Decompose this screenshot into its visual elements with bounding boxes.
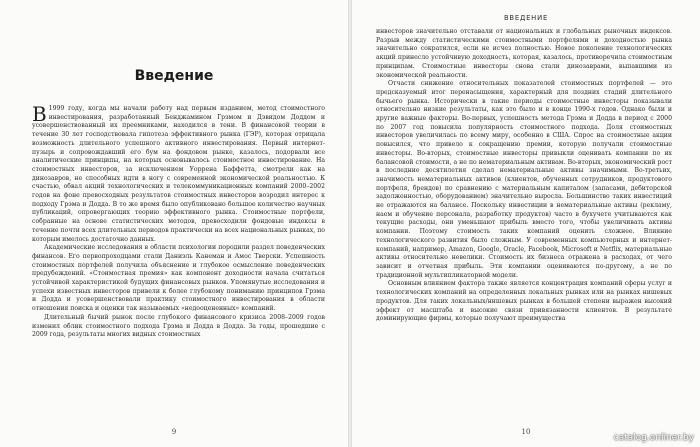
page-number: 9 [171, 428, 177, 436]
paragraph: Длительный бычий рынок после глубокого финансового кризиса 2008–2009 годов изменил облик стоимостного подхода Грэма и Додда в Додда. За годы, прошедшие с 2009 года, результаты многих видных стоимостных [32, 313, 325, 339]
paragraph [32, 102, 325, 244]
right-body-text [376, 28, 672, 324]
right-page [352, 0, 700, 447]
paragraph: Академические исследования в области психологии породили раздел поведенческих финансов. Его первопроходцами стали Даниэль Канеман и Амос Тверски. Успешность стоимостных портфелей получила объяснение и глубокое осмысление поведенческих предубеждений. «Стоимостная премия» как компонент доходности начала считаться устойчивой характеристикой будущих финансовых рынков. Упомянутые исследования и успехи известных инвесторов привели к более глубокому пониманию принципов Грэма и Додда и усовершенствовали практику стоимостного инвестирования в области отношения поиска и оценки так называемых «недооцененных» компаний. [32, 244, 325, 313]
left-page [0, 0, 348, 447]
chapter-heading: Введение [134, 68, 214, 84]
paragraph: Отчасти снижение относительных показателей стоимостных портфелей — это предсказуемый итог перенасыщения, характерный для поздних стадий длительного бычьего рынка. Исторически в такие периоды стоимостные инвесторы показывали относительно низкие результаты, как это было и в конце 1990-х годов. Однако были и другие важные факторы. Во-первых, успешность метода Грэма и Додда в период с 2000 по 2007 год повысила популярность стоимостного подхода. Доля стоимостных инвесторов увеличилась по всему миру, особенно в США. Спрос на стоимостные акции повысился, что привело к сокращению премии, которую получали стоимостные инвесторы. Во-вторых, стоимостные инвесторы привыкли оценивать компании по их балансовой стоимости, а не по нематериальным активам. Во-вторых, экономический рост в последние десятилетия сделал нематериальные активы значимыми. Во-третьих, значимость нематериальных активов (клиентов, обученных сотрудников, продуктового портфеля, брендов) по сравнению с материальным капиталом (запасами, дебиторской задолженностью, оборудованием) значительно выросла. Большинство таких инвестиций не отражаются на балансе. Поскольку инвестиции в нематериальные активы (рекламу, наем и обучение персонала, разработку продуктов) часто в бухучете учитываются как текущие расходы, они уменьшают прибыль вместо того, чтобы увеличивать активы компании. Поэтому стоимость таких компаний оценить сложнее. Влияние технологического развития было сложным. У современных компьютерных и интернет-компаний, например, Amazon, Google, Oracle, Facebook, Microsoft и Netflix, материальные активы относительно невелики. Стоимость их бизнеса отражена в расходах, от чего зависит и отчетная прибыль. Эти компании оцениваются по-другому, а не по традиционной мультипликаторной модели. [376, 80, 672, 279]
paragraph-text: 1999 году, когда мы начали работу над первым изданием, метод стоимостного инвестирования, разработанный Бенджамином Грэмом и Дэвидом Доддом и усовершенствованный их преемниками, находился в тени. В финансовой теории в течение 30 лет господствовала гипотеза эффективного рынка (ГЭР), которая отрицала возможность длительного успешного активного инвестирования. Первый интернет-пузырь и сопровождавший его бум на фондовом рынке, казалось, подорвали все аналитические принципы, на которых основывалось стоимостное инвестирование. На стоимостных инвесторов, за исключением Уоррена Баффетта, смотрели как на динозавров, не способных идти в ногу с современной экономической реальностью. К счастью, обвал акций технологических и телекоммуникационных компаний 2000–2002 годов на фоне превосходных результатов стоимостных инвесторов возродил интерес к подходу Грэма и Додда. В то же время было опубликовано большое количество научных публикаций, опровергающих теорию эффективного рынка. Стоимостные портфели, собранные на основе статистических методов, превосходили фондовые индексы в течение почти всех длительных периодов практически на всех национальных рынках, по которым имелось достаточно данных. [32, 105, 325, 243]
watermark: catalog.onliner.by [613, 433, 694, 443]
running-head: ВВЕДЕНИЕ [503, 14, 549, 22]
page-number: 10 [521, 428, 531, 436]
drop-cap: В [32, 102, 47, 126]
paragraph: Основным влиянием фактора также является концентрация компаний сферы услуг и технологических компаний на определенных локальных рынках или на рынках нишевых продуктов. Для таких локальных/нишевых рынках в большей степени выражен высокий эффект от масштаба и высокие связи привязанности клиентов. В результате доминирующие фирмы, которые получают преимущества [376, 280, 672, 323]
paragraph: инвесторов значительно отставали от национальных и глобальных рыночных индексов. Разрыв между статистическими стоимостными портфелями и доходностью рынка значительно сократился, если не исчез полностью. Новое поколение технологических акций принесло устойчивую доходность, которая, казалось, противоречила стоимостным принципам. Стоимостные инвесторы снова стали динозаврами, выпавшими из экономической реальности. [376, 28, 672, 79]
left-body-text [32, 102, 325, 340]
